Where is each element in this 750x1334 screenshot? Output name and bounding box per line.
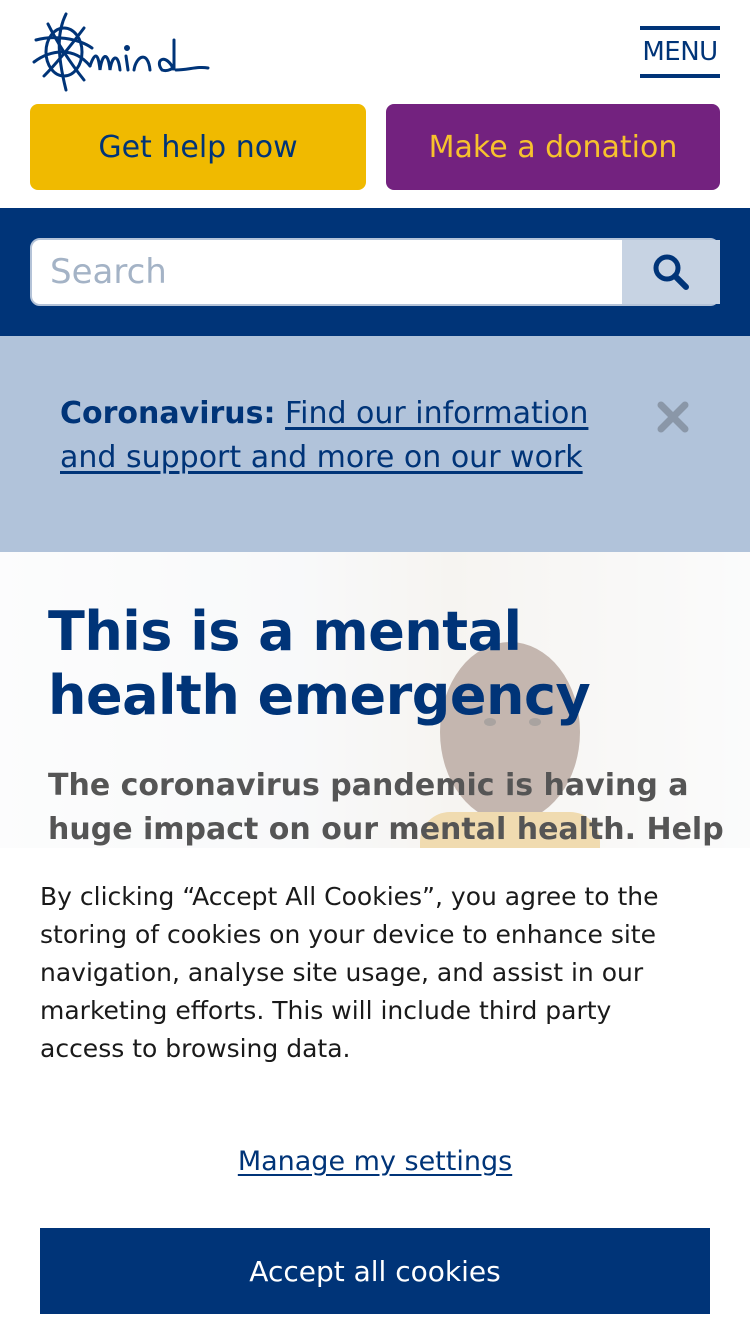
search-band [0,208,750,336]
banner-close-button[interactable] [654,396,692,438]
mind-logo[interactable] [28,10,213,94]
search-button[interactable] [622,240,720,304]
hero-section [0,552,750,848]
mind-logo-icon [28,10,213,94]
hero-title: This is a mental health emergency [48,600,591,727]
cookie-consent-panel [0,848,750,1334]
manage-settings-link[interactable]: Manage my settings [237,1146,513,1177]
search-input[interactable] [32,240,622,304]
menu-button[interactable]: MENU [640,26,720,78]
banner-text [60,392,620,480]
search-icon [651,252,691,292]
accept-cookies-button[interactable]: Accept all cookies [40,1228,710,1314]
coronavirus-banner [0,336,750,552]
hero-subtitle: The coronavirus pandemic is having a huge impact on our mental health. Help [48,768,724,847]
get-help-button[interactable]: Get help now [30,104,366,190]
banner-prefix: Coronavirus: [60,396,276,431]
banner-link[interactable]: Find our information and support and more on our work [60,396,589,475]
close-icon [656,400,690,434]
donate-button[interactable]: Make a donation [386,104,720,190]
cookie-message: By clicking “Accept All Cookies”, you agree to the storing of cookies on your device to enhance site navigation, analyse site usage, and assist in our marketing efforts. This will include third party access to browsing data. [40,882,659,1063]
search-box [30,238,720,306]
site-header [0,0,750,208]
